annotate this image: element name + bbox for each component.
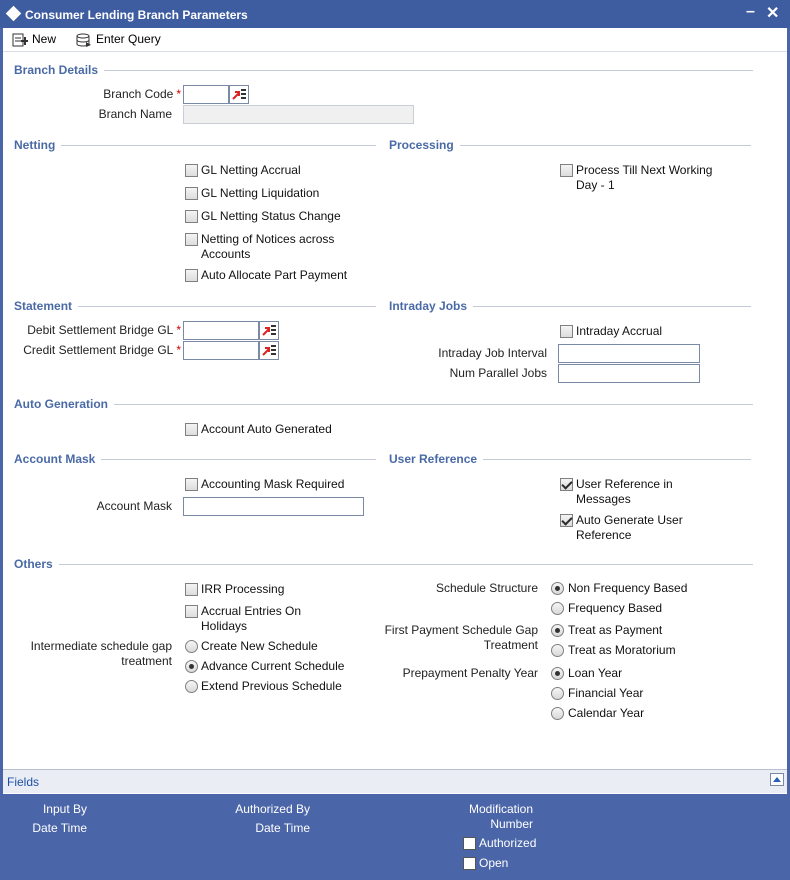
window-title: Consumer Lending Branch Parameters (25, 8, 248, 22)
auto-generate-user-reference-checkbox[interactable] (560, 514, 573, 527)
advance-current-schedule-radio[interactable] (185, 660, 198, 673)
create-new-schedule-label: Create New Schedule (201, 639, 318, 653)
non-frequency-based-radio[interactable] (551, 582, 564, 595)
user-reference-in-messages-checkbox[interactable] (560, 478, 573, 491)
schedule-structure-label: Schedule Structure (435, 581, 538, 595)
first-payment-schedule-gap-label: First Payment Schedule Gap Treatment (384, 623, 538, 652)
extend-previous-schedule-label: Extend Previous Schedule (201, 679, 342, 693)
new-record-icon (12, 33, 28, 47)
date-time-label-2: Date Time (255, 821, 310, 835)
irr-processing-label: IRR Processing (201, 582, 285, 596)
audit-footer (0, 794, 790, 880)
accrual-entries-on-holidays-checkbox[interactable] (185, 605, 198, 618)
toolbar (3, 28, 787, 52)
required-marker: * (176, 323, 181, 337)
collapse-up-icon[interactable] (770, 773, 784, 786)
section-processing-label: Processing (389, 138, 460, 152)
required-marker: * (176, 87, 181, 101)
list-of-values-icon (260, 342, 278, 359)
section-auto-generation-label: Auto Generation (14, 397, 114, 411)
authorized-label: Authorized (479, 836, 537, 850)
intermediate-schedule-gap-label: Intermediate schedule gap treatment (30, 639, 172, 668)
list-of-values-icon (230, 86, 248, 103)
section-account-mask (14, 452, 376, 466)
section-user-reference-label: User Reference (389, 452, 483, 466)
netting-of-notices-checkbox[interactable] (185, 233, 198, 246)
credit-settlement-bridge-gl-input[interactable] (183, 341, 259, 360)
input-by-label: Input By (42, 802, 87, 816)
section-netting-label: Netting (14, 138, 61, 152)
intraday-job-interval-input[interactable] (558, 344, 700, 363)
auto-allocate-part-payment-checkbox[interactable] (185, 269, 198, 282)
accounting-mask-required-label: Accounting Mask Required (201, 477, 345, 491)
section-user-reference (389, 452, 751, 466)
loan-year-label: Loan Year (568, 666, 623, 680)
authorized-by-label: Authorized By (235, 802, 310, 816)
calendar-year-label: Calendar Year (568, 706, 645, 720)
open-checkbox[interactable] (463, 857, 476, 870)
section-processing (389, 138, 751, 152)
account-mask-input[interactable] (183, 497, 364, 516)
branch-code-label: Branch Code * (103, 87, 181, 101)
treat-as-moratorium-radio[interactable] (551, 644, 564, 657)
extend-previous-schedule-radio[interactable] (185, 680, 198, 693)
non-frequency-based-label: Non Frequency Based (568, 581, 688, 595)
query-icon (76, 33, 92, 47)
date-time-label-1: Date Time (32, 821, 87, 835)
advance-current-schedule-label: Advance Current Schedule (201, 659, 345, 673)
accrual-entries-on-holidays-label: Accrual Entries On Holidays (201, 604, 302, 633)
modification-number-label: Modification Number (468, 802, 533, 831)
new-label: New (32, 32, 57, 46)
required-marker: * (176, 343, 181, 357)
section-statement-label: Statement (14, 299, 78, 313)
section-others-label: Others (14, 557, 59, 571)
calendar-year-radio[interactable] (551, 707, 564, 720)
gl-netting-liquidation-checkbox[interactable] (185, 187, 198, 200)
branch-code-lov-button[interactable] (229, 85, 249, 104)
section-auto-generation (14, 397, 753, 411)
section-intraday-jobs (389, 299, 751, 313)
section-netting (14, 138, 376, 152)
irr-processing-checkbox[interactable] (185, 583, 198, 596)
enter-query-label: Enter Query (96, 32, 161, 46)
intraday-accrual-checkbox[interactable] (560, 325, 573, 338)
auto-allocate-part-payment-label: Auto Allocate Part Payment (201, 268, 348, 282)
process-till-next-working-day-checkbox[interactable] (560, 164, 573, 177)
gl-netting-accrual-label: GL Netting Accrual (201, 163, 301, 177)
debit-settlement-bridge-gl-label: Debit Settlement Bridge GL * (27, 323, 181, 337)
list-of-values-icon (260, 322, 278, 339)
debit-bridge-lov-button[interactable] (259, 321, 279, 340)
form-body (3, 28, 787, 794)
account-auto-generated-checkbox[interactable] (185, 423, 198, 436)
treat-as-payment-radio[interactable] (551, 624, 564, 637)
credit-bridge-lov-button[interactable] (259, 341, 279, 360)
netting-of-notices-label: Netting of Notices across Accounts (201, 232, 335, 261)
process-till-next-working-day-label: Process Till Next Working Day - 1 (576, 163, 713, 192)
title-bar (0, 0, 790, 28)
section-branch-details (14, 63, 753, 77)
account-auto-generated-label: Account Auto Generated (201, 422, 332, 436)
num-parallel-jobs-input[interactable] (558, 364, 700, 383)
open-label: Open (479, 856, 509, 870)
enter-query-button[interactable] (76, 30, 161, 48)
section-branch-details-label: Branch Details (14, 63, 104, 77)
account-mask-label: Account Mask (96, 499, 172, 513)
user-reference-in-messages-label: User Reference in Messages (576, 477, 673, 506)
section-account-mask-label: Account Mask (14, 452, 101, 466)
intraday-accrual-label: Intraday Accrual (576, 324, 663, 338)
branch-name-label: Branch Name (98, 107, 172, 121)
loan-year-radio[interactable] (551, 667, 564, 680)
section-statement (14, 299, 376, 313)
gl-netting-status-change-checkbox[interactable] (185, 210, 198, 223)
financial-year-radio[interactable] (551, 687, 564, 700)
authorized-checkbox[interactable] (463, 837, 476, 850)
num-parallel-jobs-label: Num Parallel Jobs (449, 366, 547, 380)
branch-name-input (183, 105, 414, 124)
section-intraday-jobs-label: Intraday Jobs (389, 299, 473, 313)
branch-code-input[interactable] (183, 85, 229, 104)
close-icon[interactable]: ✕ (766, 5, 780, 22)
fields-bar (3, 769, 787, 793)
intraday-job-interval-label: Intraday Job Interval (438, 346, 547, 360)
gl-netting-accrual-checkbox[interactable] (185, 164, 198, 177)
gl-netting-liquidation-label: GL Netting Liquidation (201, 186, 320, 200)
debit-settlement-bridge-gl-input[interactable] (183, 321, 259, 340)
new-button[interactable] (12, 30, 56, 48)
gl-netting-status-change-label: GL Netting Status Change (201, 209, 341, 223)
frequency-based-radio[interactable] (551, 602, 564, 615)
credit-settlement-bridge-gl-label: Credit Settlement Bridge GL * (23, 343, 181, 357)
frequency-based-label: Frequency Based (568, 601, 663, 615)
financial-year-label: Financial Year (568, 686, 644, 700)
fields-link[interactable]: Fields (7, 775, 40, 789)
prepayment-penalty-year-label: Prepayment Penalty Year (402, 666, 538, 680)
treat-as-moratorium-label: Treat as Moratorium (568, 643, 676, 657)
app-diamond-icon (6, 6, 22, 22)
accounting-mask-required-checkbox[interactable] (185, 478, 198, 491)
section-others (14, 557, 753, 571)
auto-generate-user-reference-label: Auto Generate User Reference (576, 513, 683, 542)
treat-as-payment-label: Treat as Payment (568, 623, 663, 637)
create-new-schedule-radio[interactable] (185, 640, 198, 653)
minimize-icon[interactable]: – (746, 3, 755, 20)
